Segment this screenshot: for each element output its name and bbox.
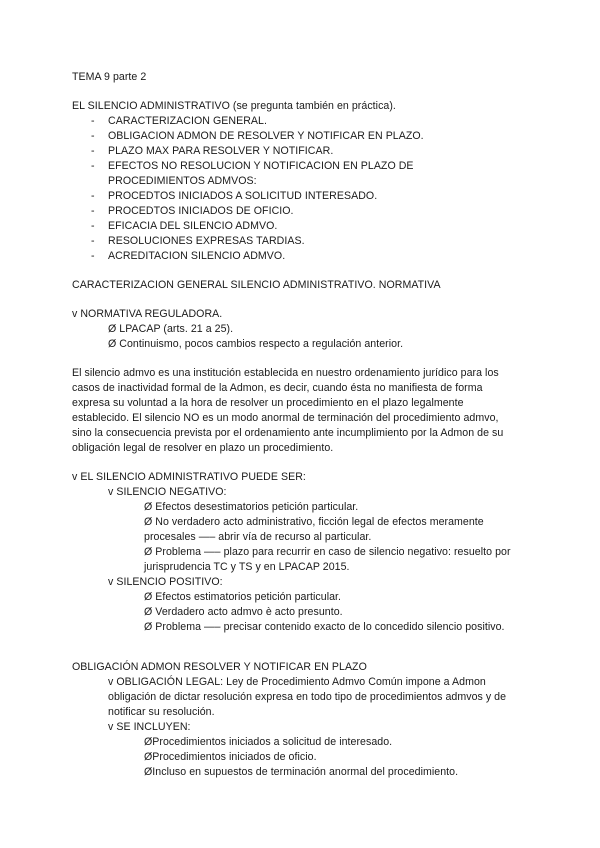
incluyen-item: ØIncluso en supuestos de terminación anormal del procedimiento. (144, 766, 459, 778)
obligacion-legal-line: obligación de dictar resolución expresa en todo tipo de procedimientos admvos y de (108, 691, 507, 703)
normativa-item: Ø Continuismo, pocos cambios respecto a regulación anterior. (108, 338, 404, 350)
negativo-line: procesales —– abrir vía de recurso al particular. (144, 531, 372, 543)
normativa-item: Ø LPACAP (arts. 21 a 25). (108, 323, 234, 335)
paragraph-line: sino la consecuencia prevista por el ordenamiento ante incumplimiento por la Admon de su (72, 427, 504, 439)
toc-dash: - (91, 250, 95, 262)
section-heading-silencio: EL SILENCIO ADMINISTRATIVO (se pregunta también en práctica). (72, 100, 396, 112)
obligacion-legal-line: notificar su resolución. (108, 706, 215, 718)
document-title: TEMA 9 parte 2 (72, 71, 147, 83)
toc-dash: - (91, 160, 95, 172)
obligacion-legal-line: v OBLIGACIÓN LEGAL: Ley de Procedimiento Admvo Común impone a Admon (108, 676, 486, 688)
toc-item: PROCEDTOS INICIADOS DE OFICIO. (108, 205, 294, 217)
positivo-line: Ø Problema —– precisar contenido exacto de lo concedido silencio positivo. (144, 621, 505, 633)
toc-item: EFECTOS NO RESOLUCION Y NOTIFICACION EN PLAZO DE (108, 160, 414, 172)
puede-ser-heading: v EL SILENCIO ADMINISTRATIVO PUEDE SER: (72, 471, 306, 483)
section-heading-caracterizacion: CARACTERIZACION GENERAL SILENCIO ADMINISTRATIVO. NORMATIVA (72, 279, 441, 291)
silencio-negativo-heading: v SILENCIO NEGATIVO: (108, 486, 227, 498)
negativo-line: Ø Problema —– plazo para recurrir en caso de silencio negativo: resuelto por (144, 546, 511, 558)
incluyen-item: ØProcedimientos iniciados de oficio. (144, 751, 317, 763)
incluyen-item: ØProcedimientos iniciados a solicitud de interesado. (144, 736, 393, 748)
toc-item: OBLIGACION ADMON DE RESOLVER Y NOTIFICAR EN PLAZO. (108, 130, 424, 142)
toc-dash: - (91, 115, 95, 127)
paragraph-line: establecido. El silencio NO es un modo anormal de terminación del procedimiento admvo, (72, 412, 499, 424)
toc-dash: - (91, 220, 95, 232)
toc-item: CARACTERIZACION GENERAL. (108, 115, 267, 127)
paragraph-line: casos de inactividad formal de la Admon, es decir, cuando ésta no manifiesta de forma (72, 382, 483, 394)
toc-item: EFICACIA DEL SILENCIO ADMVO. (108, 220, 278, 232)
normativa-heading: v NORMATIVA REGULADORA. (72, 308, 223, 320)
positivo-line: Ø Efectos estimatorios petición particular. (144, 591, 342, 603)
paragraph-line: El silencio admvo es una institución establecida en nuestro ordenamiento jurídico para los (72, 367, 499, 379)
toc-dash: - (91, 145, 95, 157)
paragraph-line: obligación legal de resolver en plazo un procedimiento. (72, 442, 334, 454)
toc-item: PROCEDTOS INICIADOS A SOLICITUD INTERESADO. (108, 190, 378, 202)
toc-dash: - (91, 190, 95, 202)
se-incluyen-heading: v SE INCLUYEN: (108, 721, 191, 733)
toc-item: PLAZO MAX PARA RESOLVER Y NOTIFICAR. (108, 145, 334, 157)
obligacion-heading: OBLIGACIÓN ADMON RESOLVER Y NOTIFICAR EN PLAZO (72, 661, 367, 673)
toc-dash: - (91, 205, 95, 217)
toc-item: RESOLUCIONES EXPRESAS TARDIAS. (108, 235, 305, 247)
negativo-line: Ø Efectos desestimatorios petición particular. (144, 501, 359, 513)
toc-item: ACREDITACION SILENCIO ADMVO. (108, 250, 286, 262)
positivo-line: Ø Verdadero acto admvo è acto presunto. (144, 606, 343, 618)
silencio-positivo-heading: v SILENCIO POSITIVO: (108, 576, 223, 588)
toc-item-continuation: PROCEDIMIENTOS ADMVOS: (108, 175, 257, 187)
negativo-line: jurisprudencia TC y TS y en LPACAP 2015. (144, 561, 350, 573)
toc-dash: - (91, 235, 95, 247)
paragraph-line: expresa su voluntad a la hora de resolver un procedimiento en el plazo legalmente (72, 397, 464, 409)
negativo-line: Ø No verdadero acto administrativo, ficción legal de efectos meramente (144, 516, 484, 528)
toc-dash: - (91, 130, 95, 142)
